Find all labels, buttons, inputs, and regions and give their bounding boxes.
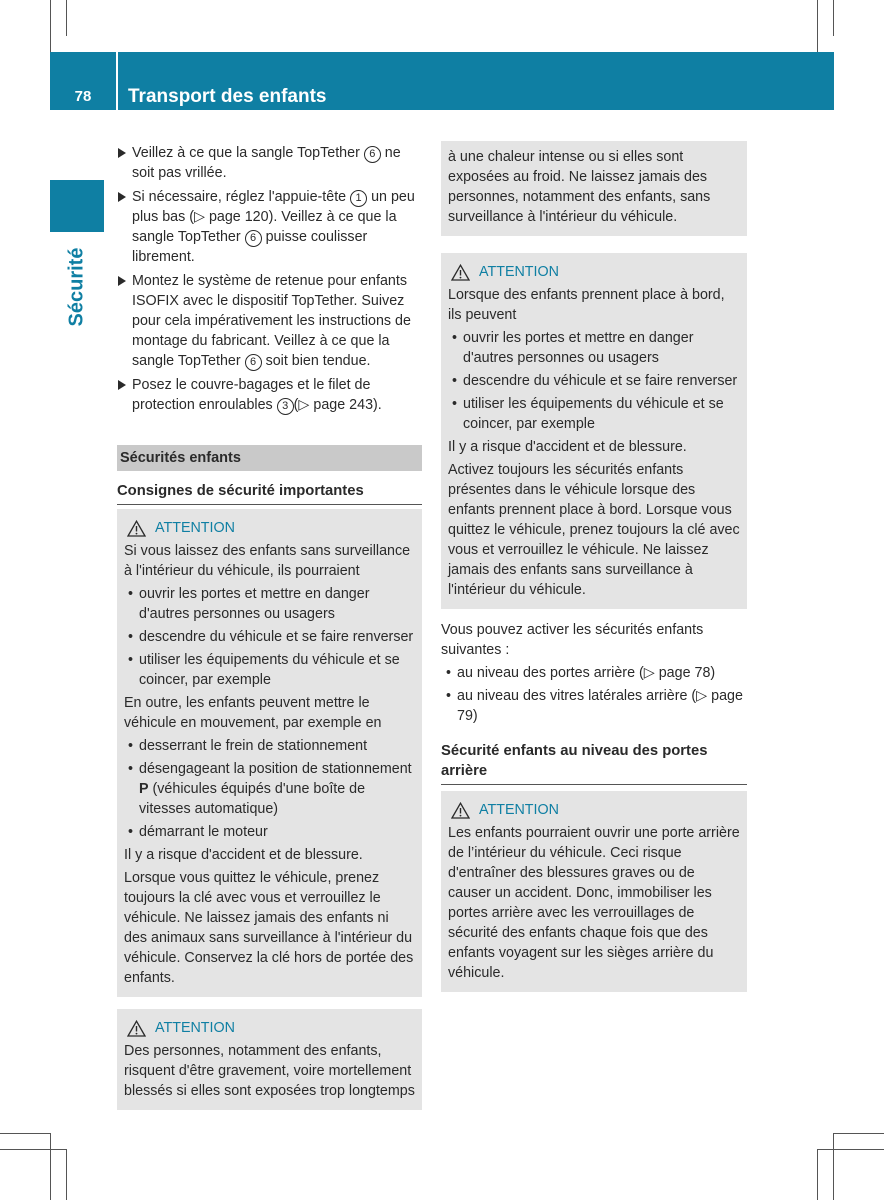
crop-mark [0, 1133, 50, 1134]
warning-text: Il y a risque d'accident et de blessure. [124, 847, 363, 863]
list-item: • au niveau des vitres latérales arrière (▷ page 79) [441, 686, 747, 726]
warning-text: Il y a risque d'accident et de blessure. [448, 439, 687, 455]
warning-box-continued [441, 141, 747, 236]
crop-mark [833, 1133, 884, 1134]
callout-number: 3 [277, 398, 294, 415]
side-tab-marker [50, 180, 104, 232]
crop-mark [833, 0, 834, 36]
warning-text: Lorsque vous quittez le véhicule, prenez toujours la clé avec vous et verrouillez le véhicule. Ne laissez jamais des enfants ni des animaux sans surveillance à l'intérieur du véhicule. Conservez la clé hors de portée des enfants. [124, 870, 414, 986]
list-item: • utiliser les équipements du véhicule et se coincer, par exemple [124, 650, 415, 690]
crop-mark [66, 1149, 67, 1200]
section-title: Sécurités enfants [117, 445, 422, 471]
warning-triangle-icon [451, 264, 470, 281]
instruction-step: Veillez à ce que la sangle TopTether 6 ne soit pas vrillée. [117, 143, 422, 183]
warning-header [448, 262, 740, 282]
crop-mark [0, 1149, 66, 1150]
left-column [117, 143, 422, 1110]
warning-label: ATTENTION [155, 1020, 235, 1036]
warning-triangle-icon [127, 1020, 146, 1037]
instruction-step: Posez le couvre-bagages et le filet de protection enroulables 3 (▷ page 243). [117, 375, 422, 415]
warning-triangle-icon [127, 520, 146, 537]
list-item: • au niveau des portes arrière (▷ page 78) [441, 663, 747, 683]
warning-label: ATTENTION [155, 520, 235, 536]
warning-triangle-icon [451, 802, 470, 819]
warning-box [117, 1009, 422, 1110]
callout-number: 6 [364, 146, 381, 163]
warning-text: à une chaleur intense ou si elles sont exposées au froid. Ne laissez jamais des personnes, notamment des enfants, sans surveillance à l'intérieur du véhicule. [448, 149, 711, 225]
list-item: • utiliser les équipements du véhicule et se coincer, par exemple [448, 394, 740, 434]
crop-mark [817, 0, 818, 52]
warning-text: Si vous laissez des enfants sans surveillance à l'intérieur du véhicule, ils pourraient [124, 543, 411, 579]
list-item: • désengageant la position de stationnement P (véhicules équipés d'une boîte de vitesses automatique) [124, 759, 415, 819]
instruction-step: Montez le système de retenue pour enfants ISOFIX avec le dispositif TopTether. Suivez pour cela impérativement les instructions de montage du fabricant. Veillez à ce que la sangle TopTether 6 soit bien tendue. [117, 271, 422, 371]
page-title: Transport des enfants [128, 86, 327, 107]
callout-number: 6 [245, 230, 262, 247]
warning-text: En outre, les enfants peuvent mettre le véhicule en mouvement, par exemple en [124, 695, 382, 731]
list-item: • ouvrir les portes et mettre en danger d'autres personnes ou usagers [448, 328, 740, 368]
crop-mark [50, 1133, 51, 1200]
list-item: • ouvrir les portes et mettre en danger d'autres personnes ou usagers [124, 584, 415, 624]
page-header [50, 52, 834, 110]
warning-header [124, 518, 415, 538]
paragraph: Vous pouvez activer les sécurités enfants suivantes : [441, 622, 704, 658]
callout-number: 1 [350, 190, 367, 207]
crop-mark [817, 1149, 884, 1150]
body-text [441, 620, 747, 726]
warning-label: ATTENTION [479, 802, 559, 818]
warning-label: ATTENTION [479, 264, 559, 280]
warning-header [124, 1018, 415, 1038]
subsection-title: Consignes de sécurité importantes [117, 481, 422, 505]
warning-header [448, 800, 740, 820]
crop-mark [50, 0, 51, 52]
warning-text: Lorsque des enfants prennent place à bord, ils peuvent [448, 287, 725, 323]
side-tab-label: Sécurité [65, 247, 88, 327]
crop-mark [66, 0, 67, 36]
list-item: • descendre du véhicule et se faire renverser [448, 371, 740, 391]
warning-box [441, 791, 747, 992]
warning-text: Des personnes, notamment des enfants, risquent d'être gravement, voire mortellement blessés si elles sont exposées trop longtemps [124, 1043, 415, 1099]
right-column [441, 141, 747, 992]
callout-number: 6 [245, 354, 262, 371]
warning-text: Les enfants pourraient ouvrir une porte arrière de l’intérieur du véhicule. Ceci risque d'entraîner des blessures graves ou de causer un accident. Donc, immobiliser les portes arrière avec les verrouillages de sécurité des enfants chaque fois que des enfants voyagent sur les sièges arrière du véhicule. [448, 825, 740, 981]
list-item: • desserrant le frein de stationnement [124, 736, 415, 756]
warning-box [441, 253, 747, 609]
header-divider [116, 52, 118, 110]
instruction-step: Si nécessaire, réglez l'appuie-tête 1 un peu plus bas (▷ page 120). Veillez à ce que la sangle TopTether 6 puisse coulisser librement. [117, 187, 422, 267]
warning-box [117, 509, 422, 997]
crop-mark [833, 1133, 834, 1200]
list-item: • démarrant le moteur [124, 822, 415, 842]
warning-text: Activez toujours les sécurités enfants présentes dans le véhicule lorsque des enfants prennent place à bord. Lorsque vous quittez le véhicule, prenez toujours la clé avec vous et verrouillez le véhicule. Ne laissez jamais des enfants sans surveillance à l'intérieur du véhicule. [448, 462, 740, 598]
list-item: • descendre du véhicule et se faire renverser [124, 627, 415, 647]
page-number: 78 [74, 88, 92, 105]
crop-mark [817, 1149, 818, 1200]
subsection-title: Sécurité enfants au niveau des portes arrière [441, 741, 747, 785]
